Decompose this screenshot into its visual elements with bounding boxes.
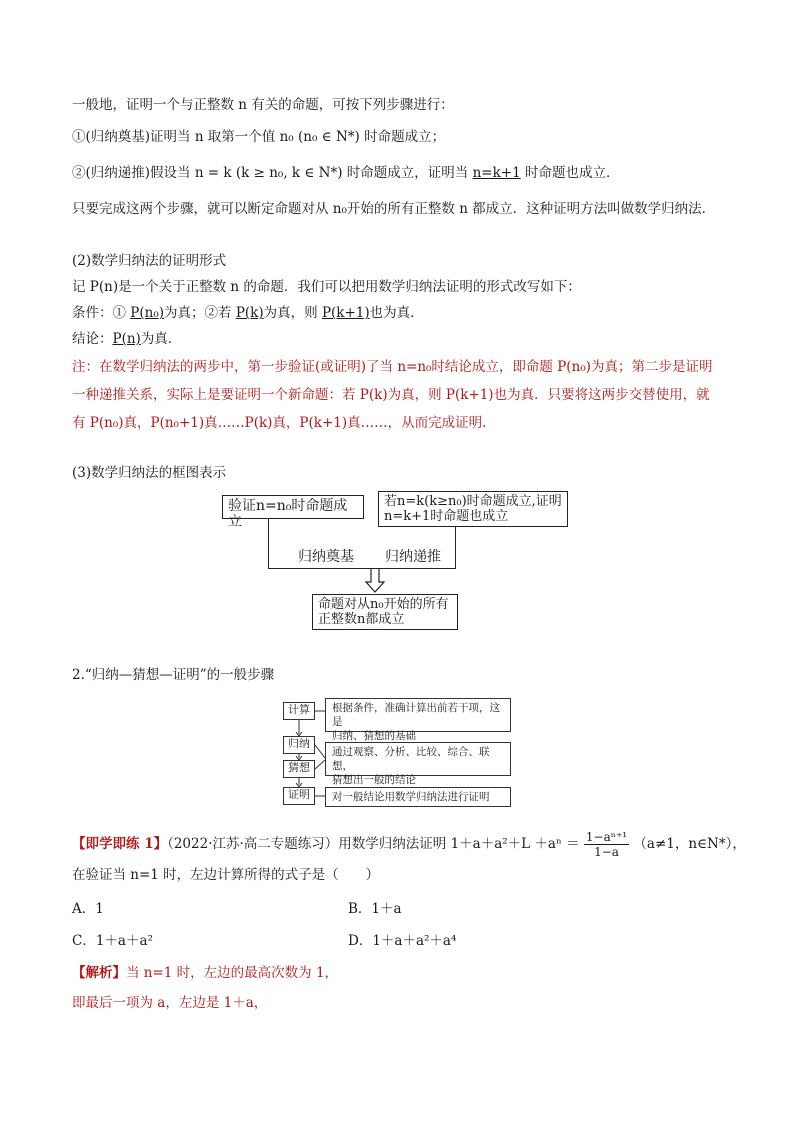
concl-pn: P(n)	[112, 331, 141, 347]
cond-suffix: 也为真．	[369, 305, 424, 321]
option-b: B．1＋a	[348, 901, 402, 917]
step2-line	[72, 164, 619, 182]
step2-underlined: n=k+1	[472, 165, 521, 181]
tag-induce: 归纳	[283, 736, 315, 754]
note-prove: 对一般结论用数学归纳法进行证明	[325, 787, 511, 807]
result-box-line2: 正整数n都成立	[318, 612, 405, 627]
section2-heading: (2)数学归纳法的证明形式	[72, 253, 227, 269]
cond-mid2: 为真，则	[263, 305, 322, 321]
solution-line-1	[72, 964, 338, 982]
cond-p0: P(n₀)	[130, 305, 165, 321]
cond-prefix: 条件：①	[72, 305, 131, 321]
section3-heading: (3)数学归纳法的框图表示	[72, 465, 227, 481]
step2-text: ②(归纳递推)假设当 n = k (k ≥ n₀, k ∈ N*) 时命题成立，证明当	[72, 165, 469, 181]
tag-calc: 计算	[283, 702, 315, 720]
fraction-denominator: 1−a	[594, 845, 619, 859]
label-base: 归纳奠基	[298, 549, 354, 565]
cond-pk1: P(k+1)	[321, 305, 370, 321]
result-box-line1: 命题对从n₀开始的所有	[318, 597, 449, 612]
solution-text-1: 当 n=1 时，左边的最高次数为 1，	[126, 965, 339, 981]
example-condition: （a≠1，n∈N*），	[633, 836, 746, 852]
intro-line: 一般地，证明一个与正整数 n 有关的命题，可按下列步骤进行：	[72, 97, 454, 113]
conclusion-line: 只要完成这两个步骤，就可以断定命题对从 n₀开始的所有正整数 n 都成立．这种证明方法叫做数学归纳法．	[72, 201, 716, 217]
verify-box: 验证n=n₀时命题成立	[222, 495, 364, 519]
note-mid	[325, 742, 511, 786]
formula-fraction	[584, 830, 629, 859]
note-calc-line1: 根据条件，准确计算出前若干项，这是	[332, 702, 500, 728]
section4-heading: 2.“归纳—猜想—证明”的一般步骤	[72, 667, 275, 683]
condition-line	[72, 304, 424, 322]
concl-prefix: 结论：	[72, 331, 113, 347]
tag-guess: 猜想	[283, 760, 315, 778]
left-connector	[268, 519, 269, 568]
conclusion-form-line	[72, 330, 181, 348]
cond-pk: P(k)	[235, 305, 264, 321]
note-calc-line2: 归纳、猜想的基础	[332, 730, 416, 742]
option-c: C．1＋a＋a²	[72, 933, 153, 949]
induction-box	[378, 491, 568, 527]
step1-line: ①(归纳奠基)证明当 n 取第一个值 n₀ (n₀ ∈ N*) 时命题成立；	[72, 129, 446, 145]
question-line: 在验证当 n=1 时，左边计算所得的式子是（ ）	[72, 867, 380, 883]
label-step: 归纳递推	[385, 549, 441, 565]
concl-suffix: 为真．	[140, 331, 182, 347]
note-line-3: 有 P(n₀)真，P(n₀+1)真……P(k)真，P(k+1)真……，从而完成证明．	[72, 415, 496, 431]
step2-end: 时命题也成立．	[524, 165, 620, 181]
induction-box-line2: n=k+1时命题也成立	[384, 509, 509, 524]
note-mid-line1: 通过观察、分析、比较、综合、联想，	[332, 746, 490, 772]
tag-prove: 证明	[283, 787, 315, 805]
example-tag: 【即学即练 1】	[72, 836, 168, 852]
note-line-1: 注：在数学归纳法的两步中，第一步验证(或证明)了当 n=n₀时结论成立，即命题 P(n₀)为真；第二步是证明	[72, 359, 713, 375]
solution-line-2: 即最后一项为 a，左边是 1＋a，	[72, 995, 268, 1011]
solution-tag: 【解析】	[72, 965, 126, 981]
definition-line: 记 P(n)是一个关于正整数 n 的命题．我们可以把用数学归纳法证明的形式改写如下：	[72, 279, 581, 295]
result-box	[312, 594, 458, 630]
bottom-connector	[268, 568, 456, 569]
fraction-numerator: 1−aⁿ⁺¹	[585, 830, 628, 844]
induction-box-line1: 若n=k(k≥n₀)时命题成立,证明	[384, 494, 562, 509]
right-connector	[455, 527, 456, 568]
option-d: D．1＋a＋a²＋a⁴	[348, 933, 457, 949]
note-calc	[325, 698, 511, 742]
note-mid-line2: 猜想出一般的结论	[332, 774, 416, 786]
example-line	[72, 830, 746, 859]
option-a: A．1	[72, 901, 104, 917]
note-line-2: 一种递推关系，实际上是要证明一个新命题：若 P(k)为真，则 P(k+1)也为真．只要将这两步交替使用，就	[72, 387, 710, 403]
down-arrow-icon	[364, 568, 386, 594]
cond-mid: 为真；②若	[164, 305, 236, 321]
example-source: （2022·江苏·高二专题练习）用数学归纳法证明 1＋a＋a²＋L ＋aⁿ ＝	[167, 836, 580, 852]
